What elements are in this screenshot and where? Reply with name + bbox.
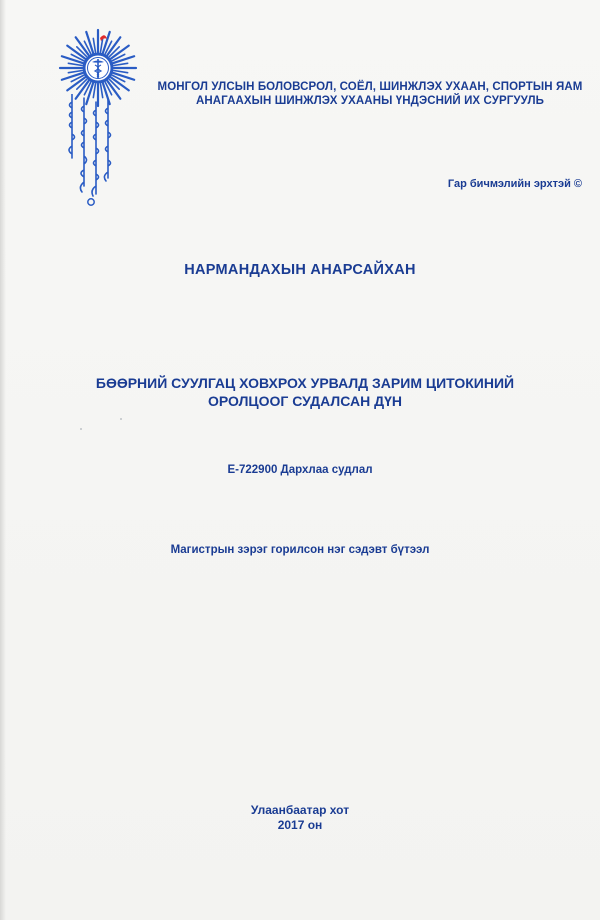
thesis-title-line-1: БӨӨРНИЙ СУУЛГАЦ ХОВХРОХ УРВАЛД ЗАРИМ ЦИТОКИНИЙ [95, 375, 515, 391]
author-name: НАРМАНДАХЫН АНАРСАЙХАН [184, 262, 416, 278]
thesis-title-line-2: ОРОЛЦООГ СУДАЛСАН ДҮН [208, 393, 402, 409]
degree-description: Магистрын зэрэг горилсон нэг сэдэвт бүтээл [170, 544, 430, 556]
paper-speck [120, 418, 122, 420]
emblem-ray [113, 56, 134, 63]
emblem-ray [68, 71, 82, 73]
year: 2017 он [277, 818, 323, 832]
specialty-code: Е-722900 Дархлаа судлал [227, 464, 373, 476]
thesis-title [60, 374, 550, 410]
mongolian-script-logotype [62, 94, 142, 214]
emblem-ray [86, 32, 93, 53]
emblem-ray [103, 32, 110, 53]
emblem-ray [62, 56, 83, 63]
place-and-year [0, 803, 600, 833]
emblem-ray [114, 63, 128, 65]
ministry-line-2: АНАГААХЫН ШИНЖЛЭХ УХААНЫ ҮНДЭСНИЙ ИХ СУРГУУЛЬ [195, 95, 545, 107]
emblem-ray [93, 38, 95, 52]
copyright-notice: Гар бичмэлийн эрхтэй © [447, 178, 582, 190]
ministry-line-1: МОНГОЛ УЛСЫН БОЛОВСРОЛ, СОЁЛ, ШИНЖЛЭХ УХААН, СПОРТЫН ЯАМ [157, 81, 583, 93]
ministry-header [150, 80, 590, 108]
emblem-ray [62, 73, 83, 80]
emblem-ray [114, 71, 128, 73]
emblem-ray [113, 73, 134, 80]
place: Улаанбаатар хот [250, 803, 350, 817]
emblem-ray [68, 63, 82, 65]
page-edge-shadow [0, 0, 6, 920]
paper-speck [80, 428, 82, 430]
